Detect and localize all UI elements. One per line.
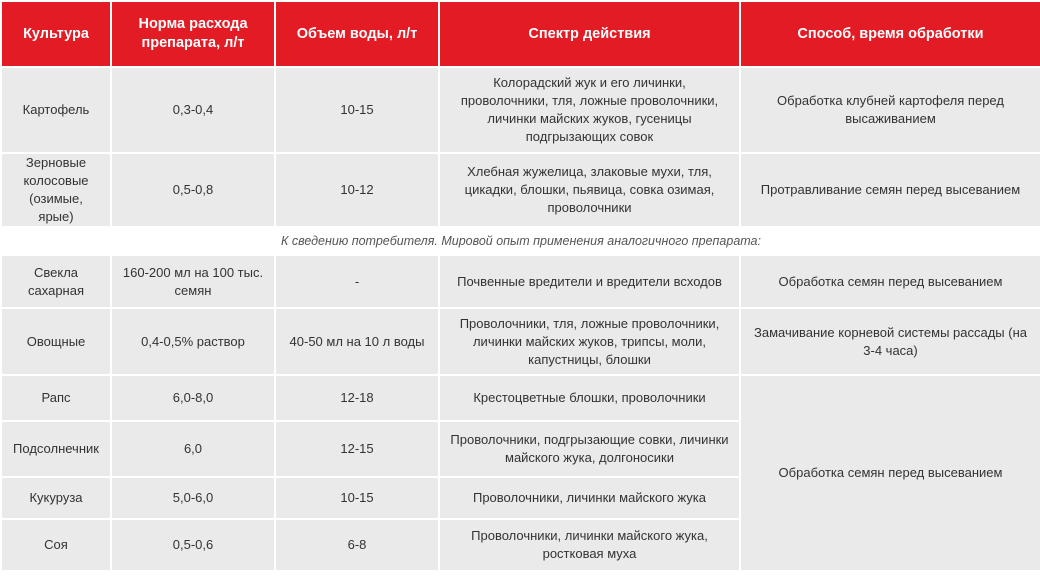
table-row <box>1 67 1040 153</box>
header-method: Способ, время обработки <box>740 1 1040 67</box>
water-cell: - <box>275 255 439 308</box>
rate-cell: 0,5-0,6 <box>111 519 275 571</box>
rate-cell: 5,0-6,0 <box>111 477 275 519</box>
spectrum-cell: Проволочники, подгрызающие совки, личинки майского жука, долгоносики <box>439 421 740 477</box>
water-cell: 10-12 <box>275 153 439 227</box>
water-cell: 12-18 <box>275 375 439 421</box>
header-rate: Норма расхода препарата, л/т <box>111 1 275 67</box>
method-cell: Протравливание семян перед высеванием <box>740 153 1040 227</box>
table-header-row <box>1 1 1040 67</box>
method-cell: Замачивание корневой системы рассады (на 3-4 часа) <box>740 308 1040 375</box>
spectrum-cell: Проволочники, личинки майского жука <box>439 477 740 519</box>
crop-cell: Подсолнечник <box>1 421 111 477</box>
spectrum-cell: Колорадский жук и его личинки, проволочники, тля, ложные проволочники, личинки майских жуков, гусеницы подгрызающих совок <box>439 67 740 153</box>
header-water: Объем воды, л/т <box>275 1 439 67</box>
crop-cell: Овощные <box>1 308 111 375</box>
spectrum-cell: Почвенные вредители и вредители всходов <box>439 255 740 308</box>
rate-cell: 0,4-0,5% раствор <box>111 308 275 375</box>
spectrum-cell: Проволочники, тля, ложные проволочники, личинки майских жуков, трипсы, моли, капустницы, блошки <box>439 308 740 375</box>
spectrum-cell: Крестоцветные блошки, проволочники <box>439 375 740 421</box>
merged-method-cell: Обработка семян перед высеванием <box>740 375 1040 571</box>
rate-cell: 6,0-8,0 <box>111 375 275 421</box>
table-row <box>1 153 1040 227</box>
water-cell: 12-15 <box>275 421 439 477</box>
table-row <box>1 255 1040 308</box>
consumer-note: К сведению потребителя. Мировой опыт применения аналогичного препарата: <box>1 227 1040 255</box>
rate-cell: 0,3-0,4 <box>111 67 275 153</box>
rate-cell: 160-200 мл на 100 тыс. семян <box>111 255 275 308</box>
header-crop: Культура <box>1 1 111 67</box>
spectrum-cell: Хлебная жужелица, злаковые мухи, тля, цикадки, блошки, пьявица, совка озимая, проволочники <box>439 153 740 227</box>
crop-cell: Кукуруза <box>1 477 111 519</box>
header-spectrum: Спектр действия <box>439 1 740 67</box>
table-row <box>1 308 1040 375</box>
crop-cell: Свекла сахарная <box>1 255 111 308</box>
water-cell: 6-8 <box>275 519 439 571</box>
note-row <box>1 227 1040 255</box>
rate-cell: 6,0 <box>111 421 275 477</box>
crop-cell: Картофель <box>1 67 111 153</box>
method-cell: Обработка семян перед высеванием <box>740 255 1040 308</box>
water-cell: 10-15 <box>275 67 439 153</box>
crop-cell: Рапс <box>1 375 111 421</box>
rate-cell: 0,5-0,8 <box>111 153 275 227</box>
method-cell: Обработка клубней картофеля перед высаживанием <box>740 67 1040 153</box>
crop-cell: Зерновые колосовые (озимые, ярые) <box>1 153 111 227</box>
water-cell: 10-15 <box>275 477 439 519</box>
crop-cell: Соя <box>1 519 111 571</box>
table-row <box>1 375 1040 421</box>
water-cell: 40-50 мл на 10 л воды <box>275 308 439 375</box>
spectrum-cell: Проволочники, личинки майского жука, ростковая муха <box>439 519 740 571</box>
